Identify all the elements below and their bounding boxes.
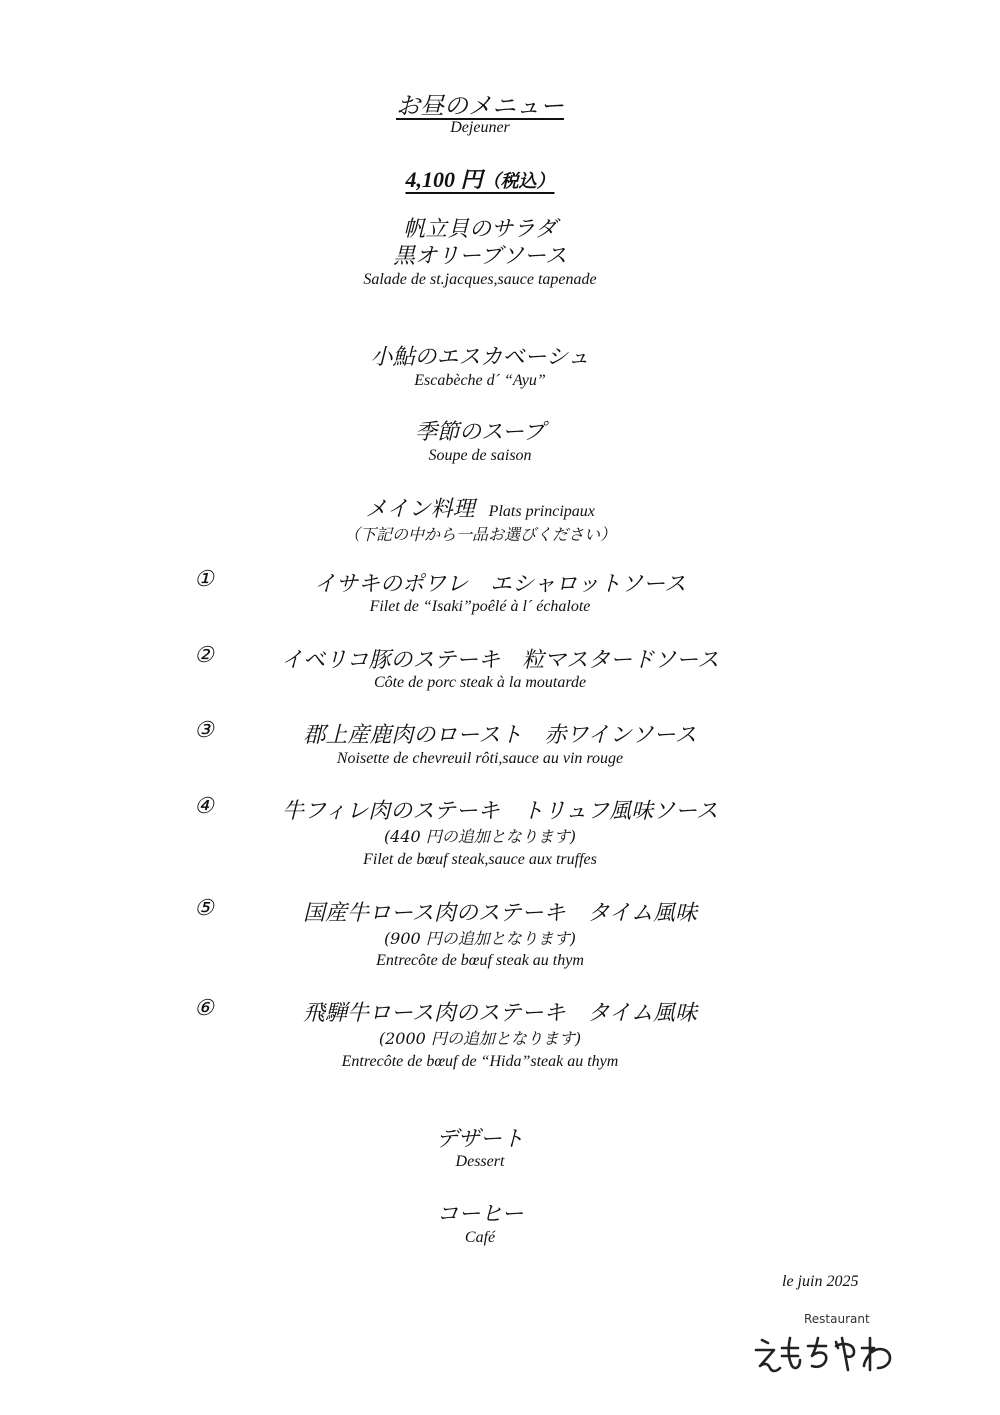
main-item-5-supplement: (900 円の追加となります) bbox=[383, 929, 577, 948]
main-item-6-number: ⑥ bbox=[194, 996, 214, 1021]
main-heading-jp: メイン料理 bbox=[365, 497, 475, 522]
main-item-2-number: ② bbox=[194, 643, 214, 668]
main-item-5-fr: Entrecôte de bœuf steak au thym bbox=[376, 952, 584, 969]
main-item-6-supplement: (2000 円の追加となります) bbox=[378, 1029, 582, 1048]
starter-3-fr: Soupe de saison bbox=[428, 447, 532, 464]
main-instruction: （下記の中から一品お選びください） bbox=[343, 525, 616, 544]
logo-script-mark bbox=[748, 1330, 908, 1380]
main-item-3-jp: 郡上産鹿肉のロースト 赤ワインソース bbox=[303, 723, 697, 748]
main-item-6-jp: 飛騨牛ロース肉のステーキ タイム風味 bbox=[302, 1001, 698, 1026]
starter-2-fr: Escabèche d´ “Ayu” bbox=[414, 372, 546, 389]
main-item-5-jp: 国産牛ロース肉のステーキ タイム風味 bbox=[302, 901, 698, 926]
restaurant-logo bbox=[748, 1312, 908, 1382]
main-item-4-number: ④ bbox=[194, 794, 214, 819]
main-item-4-fr: Filet de bœuf steak,sauce aux truffes bbox=[363, 851, 597, 868]
menu-date: le juin 2025 bbox=[782, 1273, 859, 1290]
main-item-1-fr: Filet de “Isaki”poêlé à l´ échalote bbox=[369, 598, 591, 615]
starter-2-jp: 小鮎のエスカベーシュ bbox=[370, 345, 590, 370]
main-item-2-jp: イベリコ豚のステーキ 粒マスタードソース bbox=[280, 648, 720, 673]
main-item-5-number: ⑤ bbox=[194, 896, 214, 921]
main-heading bbox=[0, 492, 960, 523]
main-item-1-number: ① bbox=[194, 567, 214, 592]
logo-label: Restaurant bbox=[804, 1312, 870, 1326]
dessert-jp: デザート bbox=[435, 1127, 524, 1152]
price-tax-note: （税込） bbox=[482, 171, 555, 191]
main-item-2-fr: Côte de porc steak à la moutarde bbox=[373, 674, 587, 691]
main-item-6-fr: Entrecôte de bœuf de “Hida”steak au thym bbox=[341, 1053, 619, 1070]
main-item-1-jp: イサキのポワレ エシャロットソース bbox=[313, 572, 687, 597]
main-heading-fr: Plats principaux bbox=[488, 503, 595, 520]
main-item-3-fr: Noisette de chevreuil rôti,sauce au vin rouge bbox=[336, 750, 624, 767]
starter-3-jp: 季節のスープ bbox=[415, 420, 545, 445]
starter-1-jp-line1: 帆立貝のサラダ bbox=[403, 217, 557, 242]
menu-title: お昼のメニュー bbox=[396, 92, 564, 120]
coffee-jp: コーヒー bbox=[436, 1202, 524, 1227]
dessert-fr: Dessert bbox=[455, 1153, 505, 1170]
price-amount: 4,100 円 bbox=[405, 167, 483, 192]
coffee-fr: Café bbox=[464, 1229, 496, 1246]
main-item-4-jp: 牛フィレ肉のステーキ トリュフ風味ソース bbox=[281, 799, 719, 824]
menu-subtitle: Dejeuner bbox=[450, 119, 510, 136]
starter-1-fr: Salade de st.jacques,sauce tapenade bbox=[363, 271, 597, 288]
starter-1-jp-line2: 黒オリーブソース bbox=[393, 244, 567, 269]
main-item-3-number: ③ bbox=[194, 718, 214, 743]
menu-price bbox=[0, 163, 960, 194]
main-item-4-supplement: (440 円の追加となります) bbox=[383, 827, 577, 846]
